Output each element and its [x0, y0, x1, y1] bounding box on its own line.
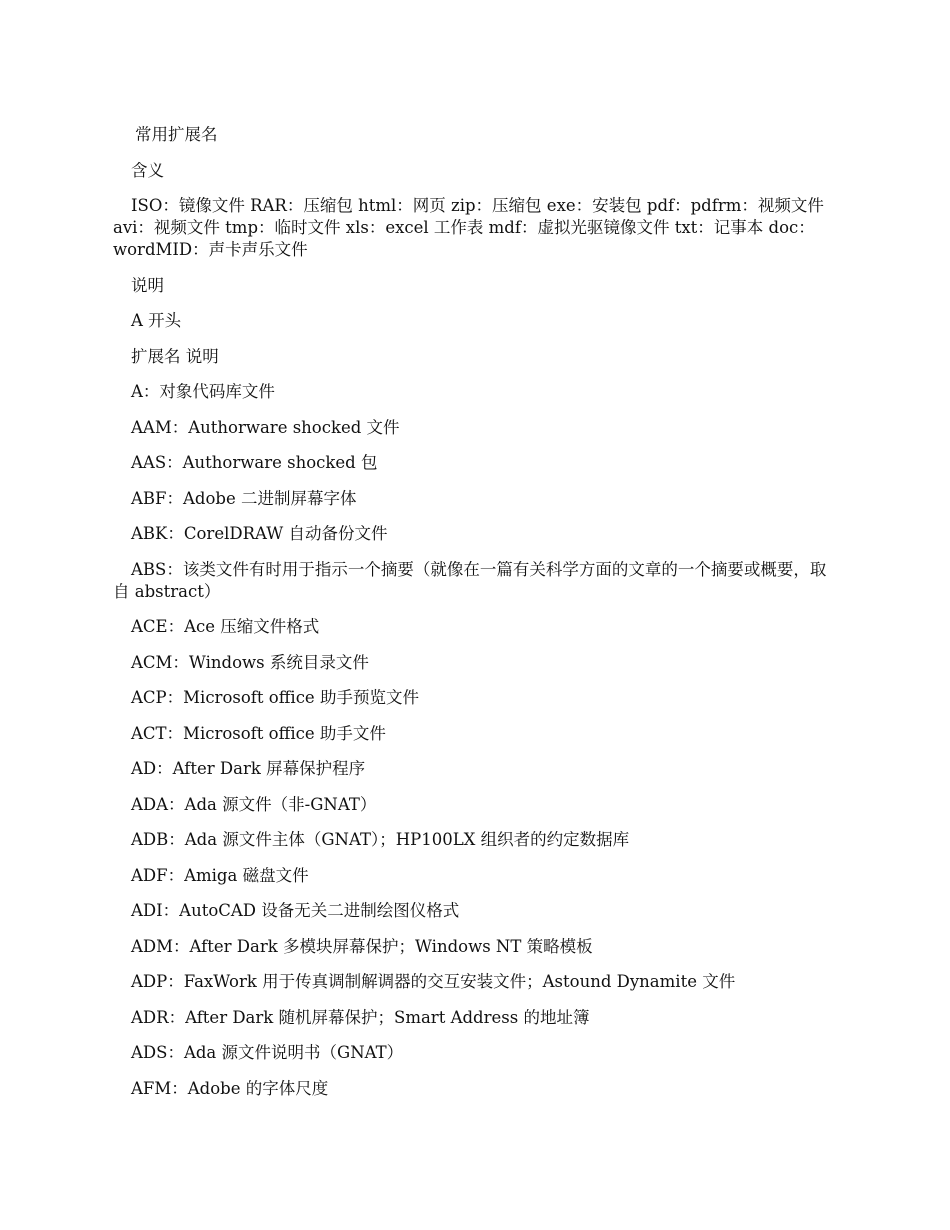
list-item: ACE：Ace 压缩文件格式	[131, 617, 320, 636]
list-item: ADP：FaxWork 用于传真调制解调器的交互安装文件；Astound Dynamite 文件	[131, 972, 736, 991]
list-item: AFM：Adobe 的字体尺度	[131, 1078, 329, 1098]
list-item: A：对象代码库文件	[131, 382, 275, 401]
document-page	[113, 124, 838, 1113]
list-item: AAS：Authorware shocked 包	[131, 453, 378, 472]
doc-heading: 常用扩展名	[135, 125, 218, 144]
description-label: 说明	[131, 275, 164, 295]
list-item: ADA：Ada 源文件（非-GNAT）	[131, 794, 377, 814]
meaning-label: 含义	[131, 160, 164, 180]
list-item: ABS：该类文件有时用于指示一个摘要（就像在一篇有关科学方面的文章的一个摘要或概要，取自 abstract）	[113, 559, 827, 601]
list-item: AAM：Authorware shocked 文件	[131, 417, 400, 437]
list-item: ADF：Amiga 磁盘文件	[131, 865, 309, 885]
list-item: ADI：AutoCAD 设备无关二进制绘图仪格式	[131, 901, 460, 920]
list-item: ADB：Ada 源文件主体（GNAT）；HP100LX 组织者的约定数据库	[131, 830, 630, 849]
common-extensions-list: ISO：镜像文件 RAR：压缩包 html：网页 zip：压缩包 exe：安装包 pdf：pdfrm：视频文件 avi：视频文件 tmp：临时文件 xls：excel 工作表 mdf：虚拟光驱镜像文件 txt：记事本 doc：wordMID：声卡声乐文件	[113, 196, 824, 259]
section-heading-a: A 开头	[131, 311, 182, 330]
list-item: ABF：Adobe 二进制屏幕字体	[131, 488, 357, 508]
list-item: AD：After Dark 屏幕保护程序	[131, 759, 366, 778]
list-item: ACM：Windows 系统目录文件	[131, 652, 369, 672]
list-item: ACT：Microsoft office 助手文件	[131, 723, 386, 743]
list-item: ADR：After Dark 随机屏幕保护；Smart Address 的地址簿	[131, 1007, 590, 1027]
list-item: ACP：Microsoft office 助手预览文件	[131, 688, 419, 707]
list-item: ADS：Ada 源文件说明书（GNAT）	[131, 1043, 404, 1062]
list-item: ADM：After Dark 多模块屏幕保护；Windows NT 策略模板	[131, 936, 593, 956]
table-header: 扩展名 说明	[131, 346, 219, 366]
list-item: ABK：CorelDRAW 自动备份文件	[131, 524, 388, 543]
